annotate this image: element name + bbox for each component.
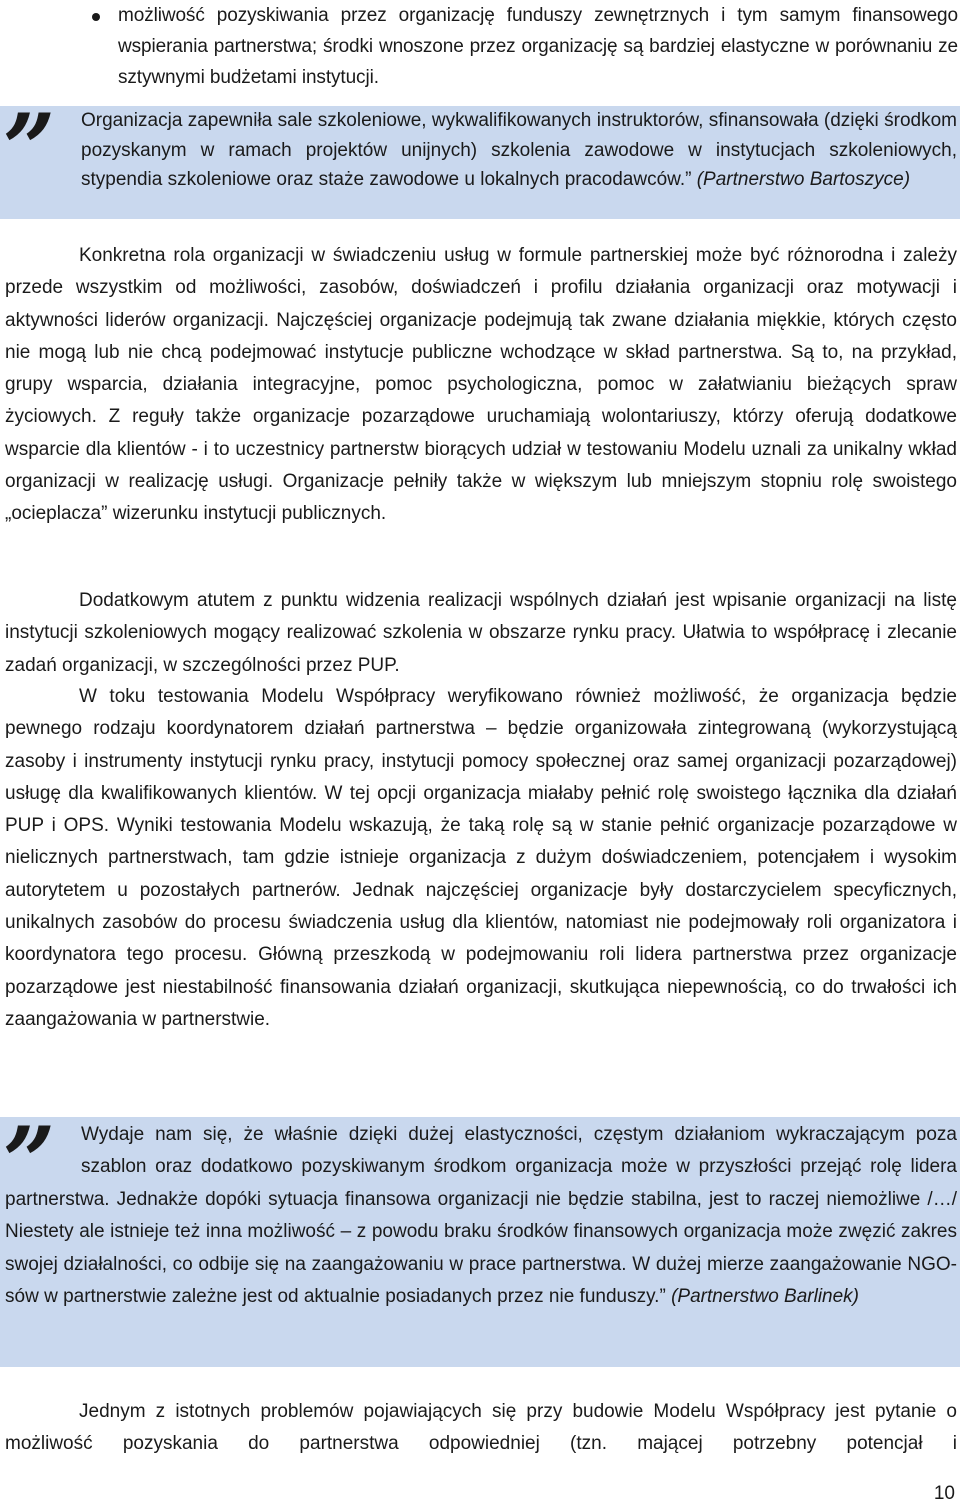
quote-indent [5, 106, 81, 166]
quote-body: Wydaje nam się, że właśnie dzięki dużej elastyczności, częstym działaniom wykraczającym poza szablon oraz dodatkowo pozyskiwanym środkom organizacja może w przyszłości przejąć rolę lidera partnerstwa. Jednakże dopóki sytuacja finansowa organizacji nie będzie stabilna, jest to raczej niemożliwe /…/ Niestety ale istnieje też inna możliwość – z powodu braku środków finansowych organizacja może zwęzić zakres swojej działalności, co odbije się na zaangażowaniu w prace partnerstwa. W dużej mierze zaangażowanie NGO-sów w partnerstwie zależne jest od aktualnie posiadanych przez nie funduszy.” [5, 1124, 957, 1308]
paragraph-potential: Jednym z istotnych problemów pojawiających się przy budowie Modelu Współpracy jest pytanie o możliwość pozyskania do partnerstwa odpowiedniej (tzn. mającej potrzebny potencjał i [5, 1401, 957, 1455]
page-number: 10 [933, 1483, 955, 1504]
quote-indent [5, 1119, 81, 1179]
quote-box-bartoszyce [0, 93, 960, 219]
quote-text [5, 1119, 957, 1313]
quote-body: Organizacja zapewniła sale szkoleniowe, wykwalifikowanych instruktorów, sfinansowała (dzięki środkom pozyskanym w ramach projektów unijnych) szkolenia zawodowe w instytucjach szkoleniowych, stypendia szkoleniowe oraz staże zawodowe u lokalnych pracodawców.” [81, 110, 957, 190]
bullet-item: możliwość pozyskiwania przez organizację funduszy zewnętrznych i tym samym finansowego wspierania partnerstwa; środki wnoszone przez organizację są bardziej elastyczne w porównaniu ze sztywnymi budżetami instytucji. [118, 5, 958, 88]
paragraph-training-list: Dodatkowym atutem z punktu widzenia realizacji wspólnych działań jest wpisanie organizacji na listę instytucji szkoleniowych mogący realizować szkolenia w obszarze rynku pracy. Ułatwia to współpracę i zlecanie zadań organizacji, w szczególności przez PUP. [5, 590, 957, 676]
quote-mark-icon: ” [2, 93, 39, 206]
quote-source: (Partnerstwo Barlinek) [671, 1286, 860, 1308]
quote-text [5, 106, 957, 195]
quote-source: (Partnerstwo Bartoszyce) [696, 169, 911, 190]
quote-box-barlinek [0, 1106, 960, 1367]
paragraph-roles: Konkretna rola organizacji w świadczeniu usług w formule partnerskiej może być różnorodna i zależy przede wszystkim od możliwości, zasobów, doświadczeń i profilu działania organizacji oraz motywacji i aktywności liderów organizacji. Najczęściej organizacje podejmują tak zwane działania miękkie, których często nie mogą lub nie chcą podejmować instytucje publiczne wchodzące w skład partnerstwa. Są to, na przykład, grupy wsparcia, działania integracyjne, pomoc psychologiczna, pomoc w załatwianiu bieżących spraw życiowych. Z reguły także organizacje pozarządowe uruchamiają wolontariuszy, którzy oferują dodatkowe wsparcie dla klientów - i to uczestnicy partnerstw biorących udział w testowaniu Modelu uznali za unikalny wkład organizacji w realizację usługi. Organizacje pełniły także w większym lub mniejszym stopniu rolę swoistego „ocieplacza” wizerunku instytucji publicznych. [5, 245, 957, 525]
paragraph-coordinator: W toku testowania Modelu Współpracy weryfikowano również możliwość, że organizacja będzie pewnego rodzaju koordynatorem działań partnerstwa – będzie organizowała zintegrowaną (wykorzystującą zasoby i instrumenty instytucji rynku pracy, instytucji pomocy społecznej oraz samej organizacji pozarządowej) usługę dla kwalifikowanych klientów. W tej opcji organizacja miałaby pełnić rolę swoistego łącznika dla działań PUP i OPS. Wyniki testowania Modelu wskazują, że taką rolę są w stanie pełnić organizacje pozarządowe w nielicznych partnerstwach, tam gdzie istnieje organizacja z dużym doświadczeniem, potencjałem i wysokim autorytetem u pozostałych partnerów. Jednak najczęściej organizacje były dostarczycielem specyficznych, unikalnych zasobów do procesu świadczenia usług dla klientów, natomiast nie podejmowały roli organizatora i koordynatora tego procesu. Główną przeszkodą w podejmowaniu roli lidera partnerstwa przez organizacje pozarządowe jest niestabilność finansowania działań organizacji, skutkująca niepewnością, co do trwałości ich zaangażowania w partnerstwie. [5, 686, 957, 1030]
bullet-point [92, 13, 100, 21]
quote-mark-icon: ” [2, 1106, 39, 1219]
